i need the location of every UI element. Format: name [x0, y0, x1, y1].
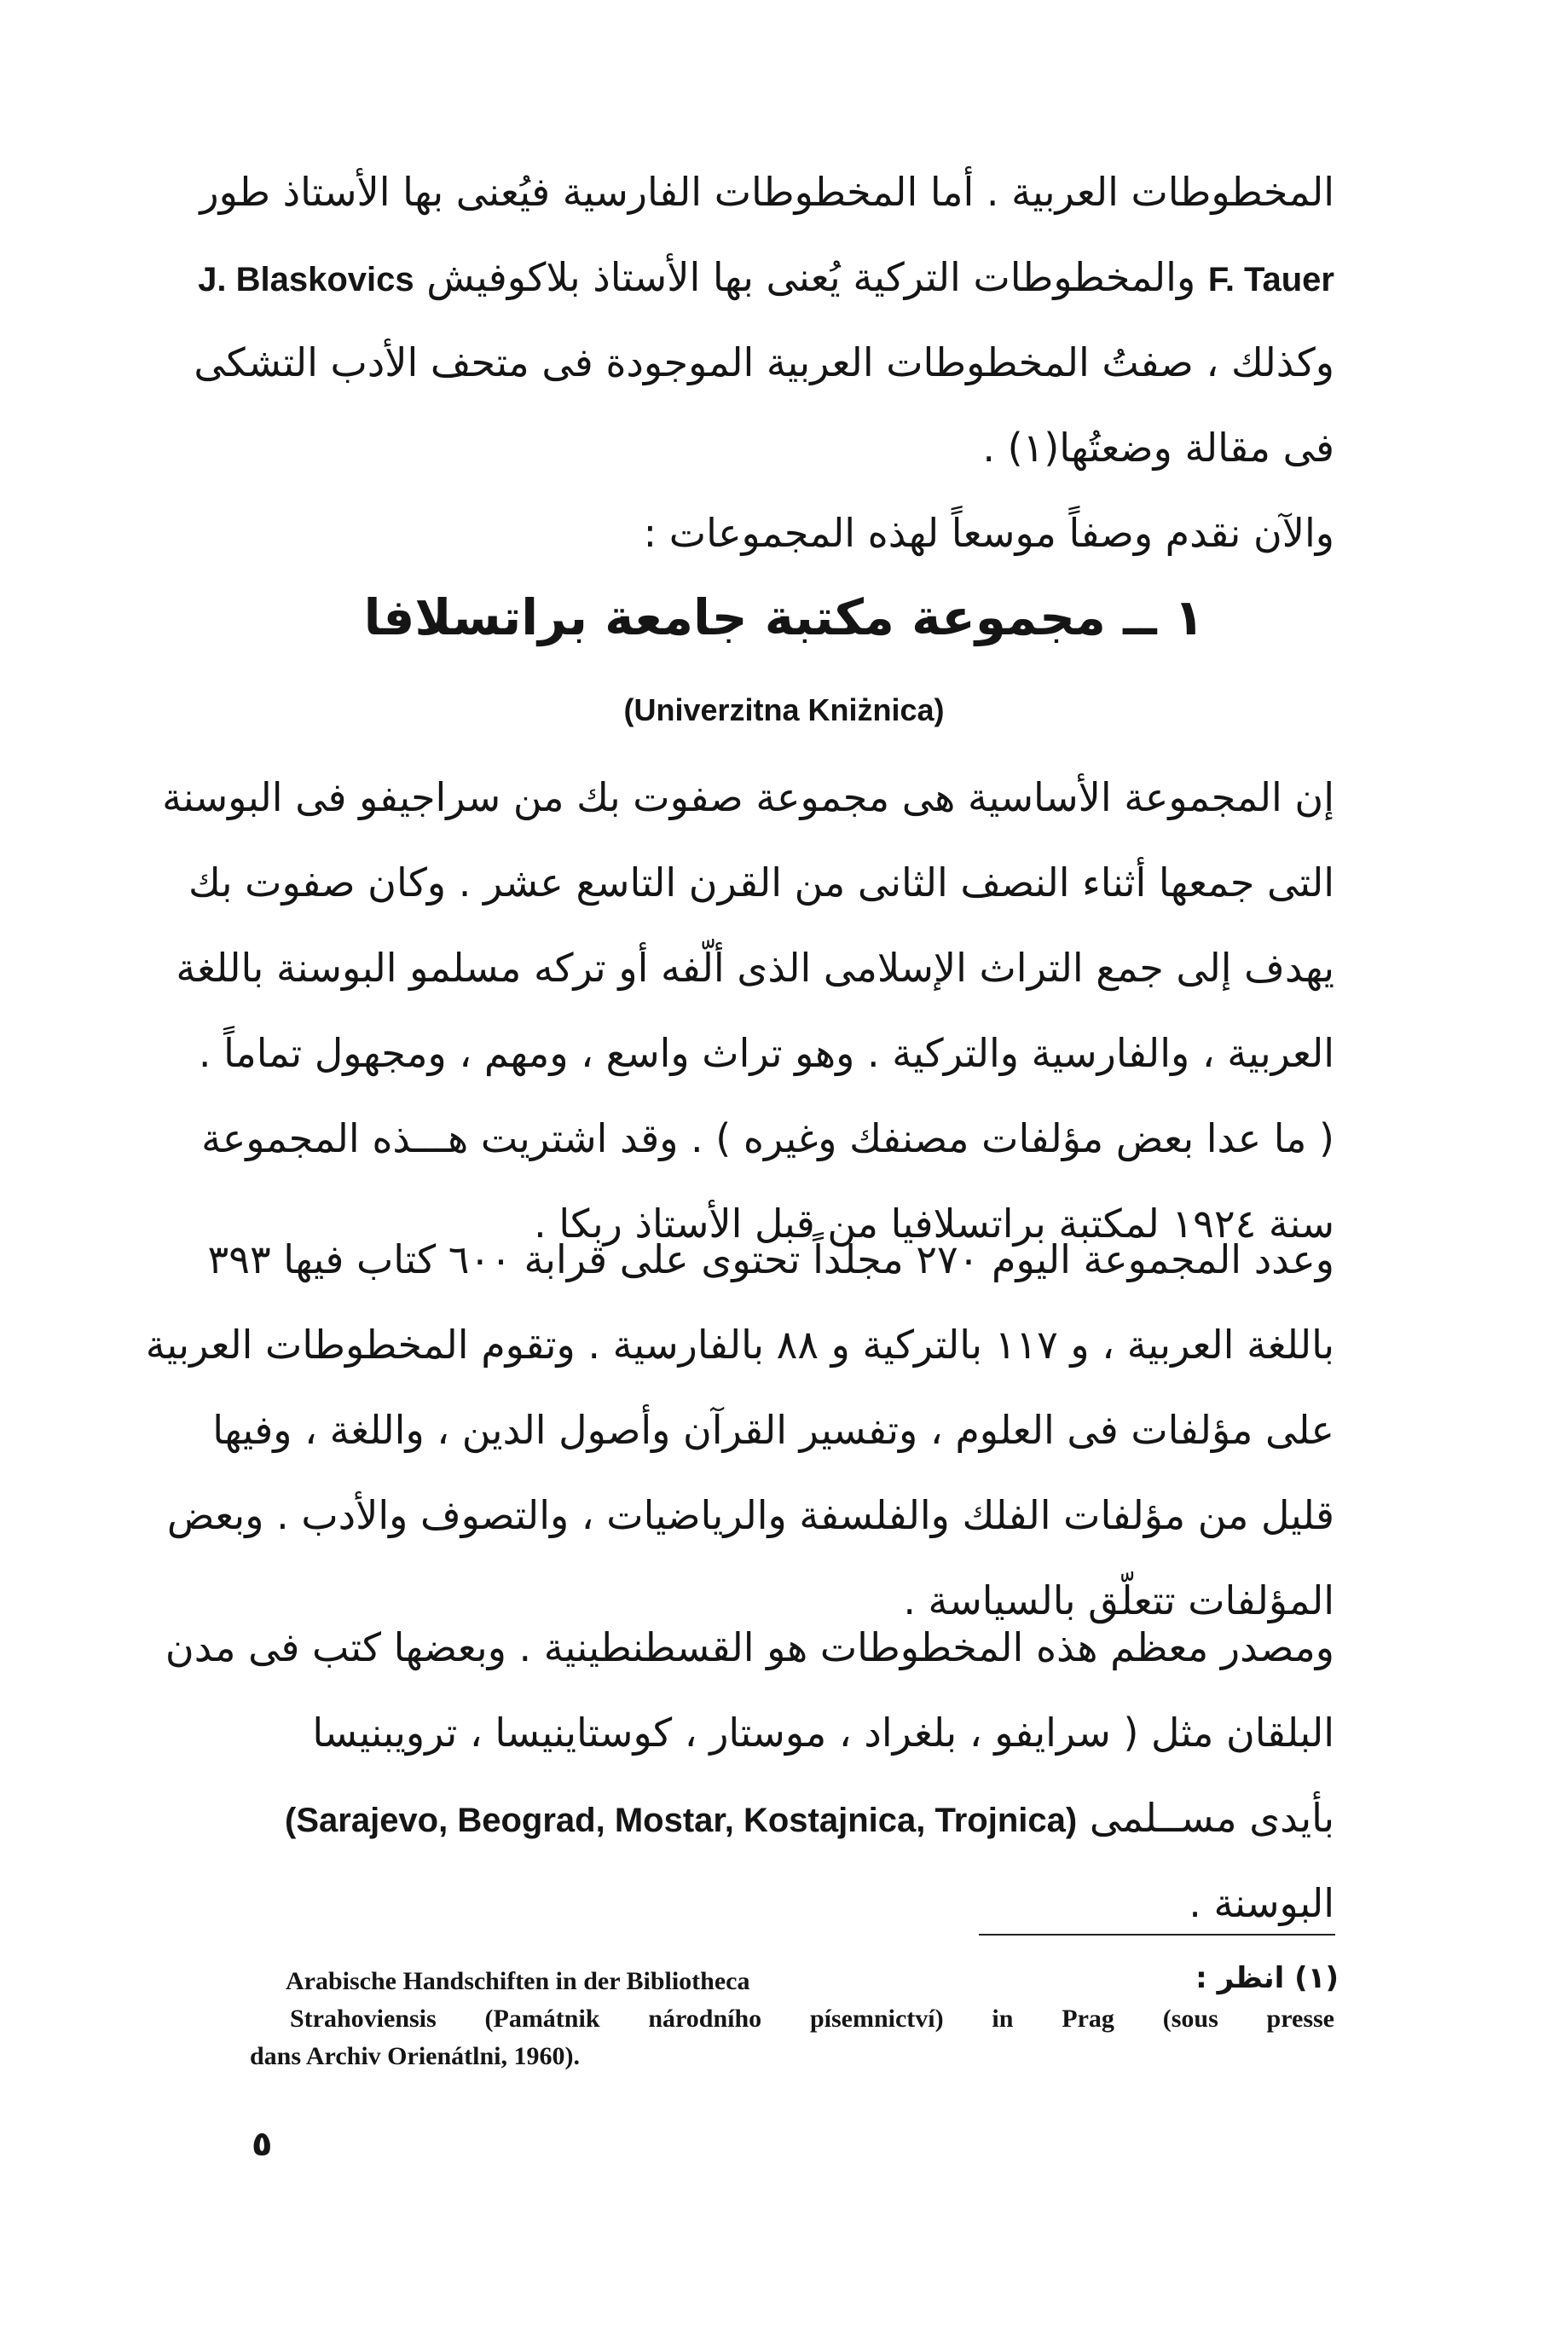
paragraph-1-line: العربية ، والفارسية والتركية . وهو تراث واسع ، ومهم ، ومجهول تماماً .: [198, 1030, 1334, 1076]
paragraph-2: [145, 1217, 1334, 1643]
intro-line-5: والآن نقدم وصفاً موسعاً لهذه المجموعات :: [643, 510, 1334, 556]
footnote-line: Strahoviensis (Památnik národního písemnictví) in Prag (sous presse: [290, 2005, 1334, 2033]
paragraph-1-line: يهدف إلى جمع التراث الإسلامى الذى ألّفه أو تركه مسلمو البوسنة باللغة: [176, 945, 1334, 991]
footnote-line-end: dans Archiv Orienátlni, 1960).: [250, 2042, 580, 2070]
paragraph-1-line: التى جمعها أثناء النصف الثانى من القرن التاسع عشر . وكان صفوت بك: [188, 859, 1334, 906]
intro-line-4: فى مقالة وضعتُها(١) .: [982, 425, 1334, 471]
footnote: [250, 1963, 1334, 2075]
paragraph-3-line: البوسنة .: [1189, 1880, 1334, 1926]
paragraph-3-line: البلقان مثل ( سرايفو ، بلغراد ، موستار ، كوستاينيسا ، ترويبنيسا: [312, 1710, 1334, 1756]
paragraph-2-line: على مؤلفات فى العلوم ، وتفسير القرآن وأصول الدين ، واللغة ، وفيها: [212, 1407, 1334, 1453]
paragraph-2-line: قليل من مؤلفات الفلك والفلسفة والرياضيات ، والتصوف والأدب . وبعض: [166, 1492, 1334, 1538]
footnote-marker: (١) انظر :: [1195, 1961, 1339, 1995]
intro-line-3: وكذلك ، صفتُ المخطوطات العربية الموجودة فى متحف الأدب التشكى: [194, 339, 1334, 385]
paragraph-3: [165, 1605, 1334, 1946]
footnote-line: Arabische Handschiften in der Bibliotheca: [286, 1967, 750, 1995]
footnote-line: [250, 2038, 1334, 2075]
paragraph-2-line: المؤلفات تتعلّق بالسياسة .: [903, 1577, 1334, 1623]
paragraph-1-line: سنة ١٩٢٤ لمكتبة براتسلافيا من قبل الأستاذ ربكا .: [534, 1201, 1334, 1247]
footnote-divider: [979, 1934, 1335, 1936]
paragraph-1: [162, 755, 1334, 1266]
latin-name-blaskovics: J. Blaskovics: [198, 261, 414, 298]
latin-name-tauer: F. Tauer: [1207, 261, 1334, 298]
paragraph-3-line: ومصدر معظم هذه المخطوطات هو القسطنطينية . وبعضها كتب فى مدن: [165, 1624, 1334, 1670]
paragraph-1-line: ( ما عدا بعض مؤلفات مصنفك وغيره ) . وقد اشتريت هـــذه المجموعة: [201, 1115, 1334, 1161]
intro-line-2-arabic: والمخطوطات التركية يُعنى بها الأستاذ بلاكوفيش: [426, 254, 1196, 300]
intro-text-block: [194, 149, 1334, 576]
paragraph-1-line: إن المجموعة الأساسية هى مجموعة صفوت بك من سراجيفو فى البوسنة: [162, 774, 1334, 820]
section-heading: ١ ــ مجموعة مكتبة جامعة براتسلافا: [363, 588, 1205, 646]
intro-line-2: [198, 234, 1334, 320]
section-heading-latin: (Univerzitna Kniżnica): [623, 692, 945, 727]
paragraph-3-line-arabic: بأيدى مســلمى: [1089, 1795, 1334, 1841]
intro-line-1: المخطوطات العربية . أما المخطوطات الفارسية فيُعنى بها الأستاذ طور: [200, 169, 1334, 215]
paragraph-3-line: [226, 1775, 1334, 1860]
page-number: ٥: [252, 2125, 273, 2164]
paragraph-2-line: باللغة العربية ، و ١١٧ بالتركية و ٨٨ بالفارسية . وتقوم المخطوطات العربية: [145, 1322, 1334, 1368]
city-names-latin: (Sarajevo, Beograd, Mostar, Kostajnica, Trojnica): [285, 1802, 1078, 1839]
paragraph-2-line: وعدد المجموعة اليوم ٢٧٠ مجلداً تحتوى على قرابة ٦٠٠ كتاب فيها ٣٩٣: [207, 1236, 1334, 1282]
